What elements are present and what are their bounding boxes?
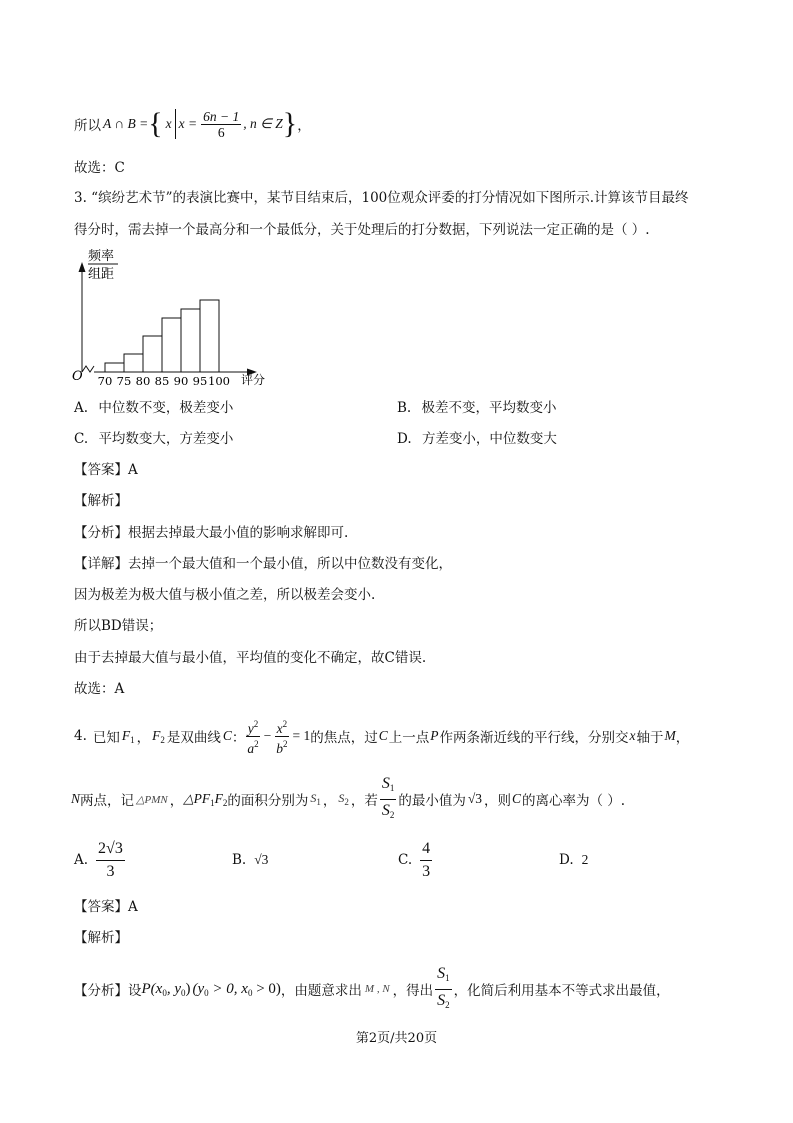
q2-tail: , n ∈ Z (243, 116, 283, 131)
x-tick-label: 75 (116, 374, 132, 388)
option-label: A. (74, 400, 89, 416)
x-tick-label: 90 (173, 374, 189, 388)
y-label-bottom: 组距 (88, 267, 115, 282)
q4-text: 作两条渐近线的平行线，分别交 (439, 730, 629, 746)
q4-text: 是双曲线 (166, 730, 221, 746)
option-text: 中位数不变，极差变小 (98, 400, 234, 416)
q4-text: ，则 (484, 793, 511, 809)
q2-set-line (74, 104, 311, 144)
var-c: C (222, 728, 232, 743)
triangle-pf1f2: $\triangle PF_1F_2$ (183, 790, 228, 808)
histogram-bar-90-95 (181, 309, 200, 372)
q4-option-c: C. $\frac{4}{3}$ (398, 838, 432, 882)
x-axis-label: 评分 (241, 373, 266, 387)
histogram-chart (68, 248, 278, 388)
var-s2: $S_2$ (338, 791, 349, 807)
bar-symbol (175, 109, 176, 139)
q2-set-expr: A ∩ B = (103, 116, 149, 131)
eq-frac-y: $\frac{y^2}{a^2}$ (247, 718, 259, 756)
var-f2: $F_2$ (152, 727, 165, 745)
q2-frac-num: 6n − 1 (203, 108, 240, 124)
q4-analysis-head: 【解析】 (74, 930, 128, 946)
q3-option-a (74, 398, 233, 418)
histogram-bar-95-100 (200, 300, 219, 372)
sqrt-3: √3 (467, 791, 482, 806)
points-mn: M , N (364, 983, 390, 995)
option-label: B. (397, 400, 412, 416)
q3-answer: 【答案】A (74, 462, 138, 478)
condition-expr: ($y_0 > 0$, $x_0 > 0$) (192, 980, 281, 998)
var-s1: $S_1$ (310, 791, 321, 807)
x-tick-label: 80 (135, 374, 151, 388)
q3-analysis-line-5: 由于去掉最大值与最小值，平均值的变化不确定，故C错误. (74, 650, 427, 666)
q3-analysis-line-3: 因为极差为极大值与极小值之差，所以极差会变小. (74, 587, 376, 603)
q4-option-a: A. $\frac{2√3}{3}$ (74, 838, 125, 882)
q4-text: ，若 (350, 793, 378, 809)
q4-text: 轴于 (636, 730, 664, 746)
q3-stem-line-2: 得分时，需去掉一个最高分和一个最低分，关于处理后的打分数据，下列说法一定正确的是（ ）. (74, 222, 650, 238)
eq-rhs: = 1 (292, 728, 311, 743)
q3-option-c (74, 429, 233, 449)
option-text: 极差不变，平均数变小 (421, 400, 557, 416)
q3-analysis-line-1: 【分析】根据去掉最大最小值的影响求解即可. (74, 525, 349, 541)
q2-var-x: x (165, 116, 172, 131)
eq-frac-x: $\frac{x^2}{b^2}$ (276, 718, 288, 756)
y-label-top: 频率 (88, 249, 115, 264)
x-tick-label: 85 (154, 374, 170, 388)
histogram-bar-70-75 (105, 363, 124, 372)
q2-fraction (201, 109, 241, 140)
q4-text: 的离心率为（ ）. (522, 793, 626, 809)
q4-option-d: D. 2 (559, 852, 589, 868)
ratio-s1-s2: $\frac{S_1}{S_2}$ (381, 774, 395, 820)
q4-text: 上一点 (388, 730, 430, 746)
histogram-bar-75-80 (124, 354, 143, 372)
point-p-expr: $P(x_0$, $y_0$) (141, 980, 191, 998)
q4-stem-line-2: N 两点，记 △PMN ， $\triangle PF_1F_2$ 的面积分别为 $S_1$ ， $S_2$ ，若 $\frac{S_1}{S_2}$ 的最小值为 √3 ，则 C 的离心率为（ ）. (71, 776, 625, 822)
q4-stem-line-1: 4. 已知 $F_1$ ， $F_2$ 是双曲线 C ： $\frac{y^2}{a^2}$ − $\frac{x^2}{b^2}$ = 1 的焦点，过 C 上一点 P 作两条渐近线的平行线，分别交 x 轴于 M ， (74, 718, 690, 756)
var-f1: $F_1$ (121, 727, 135, 745)
q3-option-d (397, 429, 557, 449)
y-axis-arrow (79, 262, 86, 272)
q4-text: 两点，记 (80, 793, 135, 809)
triangle-pmn: △PMN (136, 793, 168, 806)
q4-analysis-line: 【分析】设 $P(x_0$, $y_0$) ($y_0 > 0$, $x_0 > 0$) ，由题意求出 M , N ，得出 $\frac{S_1}{S_2}$ ，化简后利用基本不等式求出最值， (74, 966, 670, 1012)
option-label: C. (74, 431, 89, 447)
q3-analysis-line-2: 【详解】去掉一个最大值和一个最小值，所以中位数没有变化， (74, 556, 452, 572)
q3-stem-line-1: 3. “缤纷艺术节”的表演比赛中，某节目结束后，100位观众评委的打分情况如下图所示.计算该节目最终 (74, 190, 689, 206)
q3-analysis-line-6: 故选：A (74, 681, 125, 697)
option-text: 方差变小，中位数变大 (421, 431, 557, 447)
q4-text: 已知 (92, 730, 120, 746)
origin-label: O (72, 369, 83, 384)
left-brace-symbol: { (148, 107, 163, 140)
q2-var-x2: x = (178, 116, 198, 131)
q4-text: 的焦点，过 (310, 730, 378, 746)
option-label: D. (397, 431, 412, 447)
option-a-fraction: $\frac{2√3}{3}$ (98, 839, 123, 880)
q4-number: 4. (74, 728, 87, 744)
x-tick-label: 100 (208, 374, 230, 388)
q2-prefix: 所以 (74, 118, 101, 134)
page-footer: 第2页/共20页 (355, 1031, 438, 1046)
q4-answer: 【答案】A (74, 899, 138, 915)
q3-analysis-head: 【解析】 (74, 493, 128, 509)
q3-option-b (397, 398, 557, 418)
q2-comma: ， (297, 118, 311, 134)
histogram-bar-80-85 (143, 336, 162, 372)
x-tick-label: 95 (192, 374, 208, 388)
x-tick-label: 70 (97, 374, 113, 388)
q3-analysis-line-4: 所以BD错误； (74, 618, 163, 634)
axis-break-zigzag (82, 366, 94, 372)
q4-text: 的最小值为 (398, 793, 466, 809)
q4-option-b: B. √3 (232, 852, 269, 868)
q4-text: 的面积分别为 (227, 793, 309, 809)
option-c-fraction: $\frac{4}{3}$ (422, 839, 431, 880)
histogram-bar-85-90 (162, 318, 181, 372)
option-text: 平均数变大，方差变小 (98, 431, 234, 447)
q2-frac-den: 6 (217, 124, 225, 140)
right-brace-symbol: } (282, 107, 298, 140)
q2-choice: 故选：C (74, 160, 125, 176)
ratio-s1-s2: $\frac{S_1}{S_2}$ (437, 964, 450, 1010)
